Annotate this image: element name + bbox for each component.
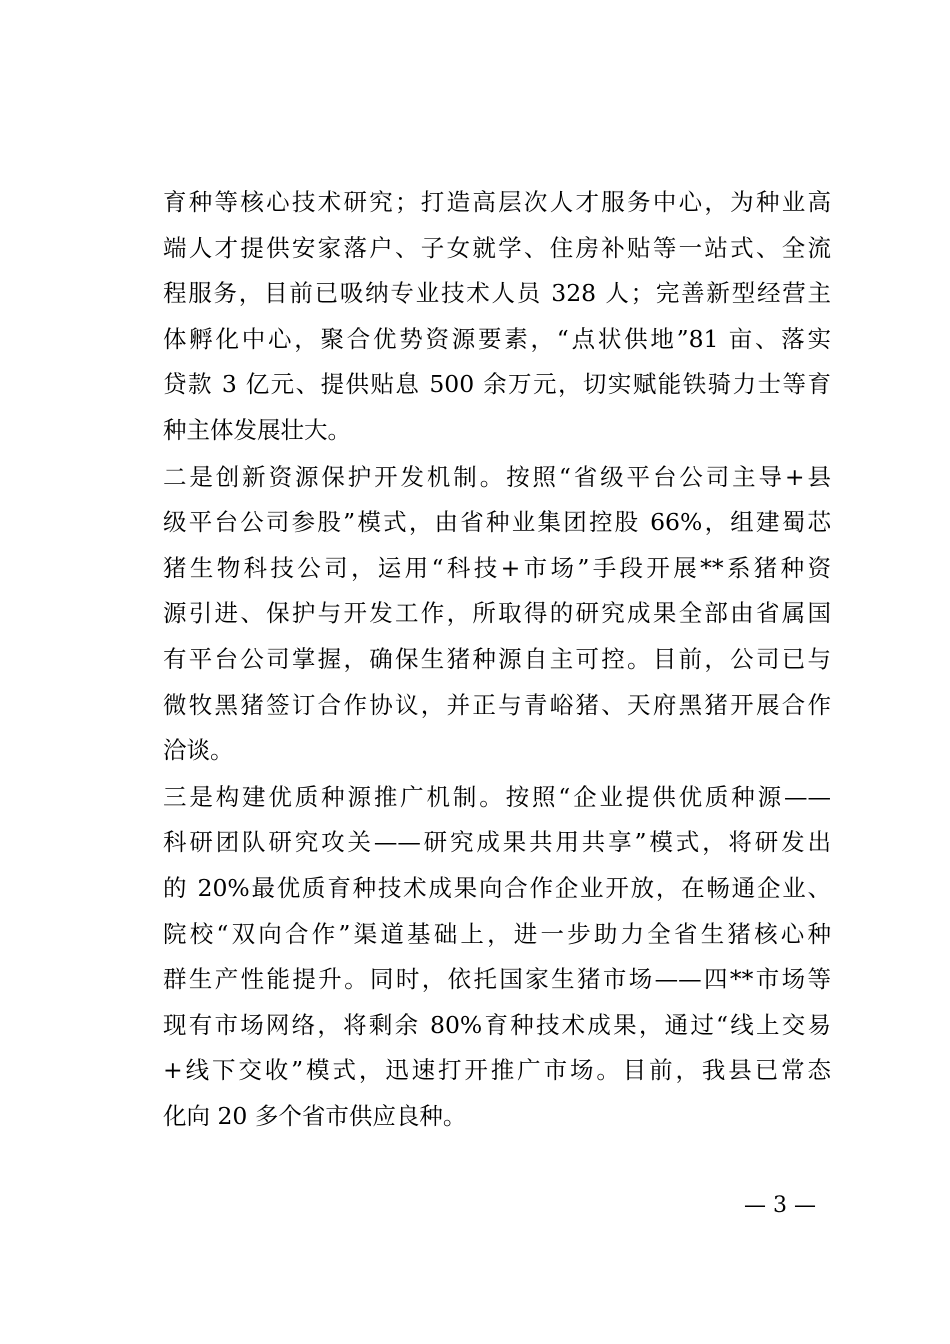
page-number: — 3 —: [744, 1193, 816, 1218]
text-line: 体孵化中心，聚合优势资源要素，“点状供地”81 亩、落实: [163, 324, 831, 353]
text-line: 二是创新资源保护开发机制。按照“省级平台公司主导+县: [163, 462, 831, 491]
text-line: 猪生物科技公司，运用“科技+市场”手段开展**系猪种资: [163, 553, 831, 582]
paragraph-seed-promotion: [163, 775, 831, 1140]
text-line: 源引进、保护与开发工作，所取得的研究成果全部由省属国: [163, 599, 831, 628]
text-line: 端人才提供安家落户、子女就学、住房补贴等一站式、全流: [163, 233, 831, 262]
text-line: +线下交收”模式，迅速打开推广市场。目前，我县已常态: [163, 1056, 831, 1085]
paragraph-resource-protection: [163, 455, 831, 774]
text-line: 三是构建优质种源推广机制。按照“企业提供优质种源——: [163, 782, 831, 811]
text-line: 的 20%最优质育种技术成果向合作企业开放，在畅通企业、: [163, 873, 831, 902]
text-line: 微牧黑猪签订合作协议，并正与青峪猪、天府黑猪开展合作: [163, 690, 831, 719]
text-line: 贷款 3 亿元、提供贴息 500 余万元，切实赋能铁骑力士等育: [163, 370, 831, 399]
text-line: 有平台公司掌握，确保生猪种源自主可控。目前，公司已与: [163, 644, 831, 673]
text-line: 科研团队研究攻关——研究成果共用共享”模式，将研发出: [163, 828, 831, 857]
text-line: 群生产性能提升。同时，依托国家生猪市场——四**市场等: [163, 965, 831, 994]
text-line: 院校“双向合作”渠道基础上，进一步助力全省生猪核心种: [163, 919, 831, 948]
text-line: 现有市场网络，将剩余 80%育种技术成果，通过“线上交易: [163, 1010, 831, 1039]
text-line: 级平台公司参股”模式，由省种业集团控股 66%，组建蜀芯: [163, 508, 831, 537]
text-line: 程服务，目前已吸纳专业技术人员 328 人；完善新型经营主: [163, 279, 831, 308]
paragraph-talent-services: [163, 180, 831, 454]
text-line: 洽谈。: [163, 736, 234, 765]
text-line: 种主体发展壮大。: [163, 415, 351, 444]
text-line: 育种等核心技术研究；打造高层次人才服务中心，为种业高: [163, 188, 831, 216]
text-line: 化向 20 多个省市供应良种。: [163, 1101, 467, 1130]
document-body: [163, 180, 831, 1139]
